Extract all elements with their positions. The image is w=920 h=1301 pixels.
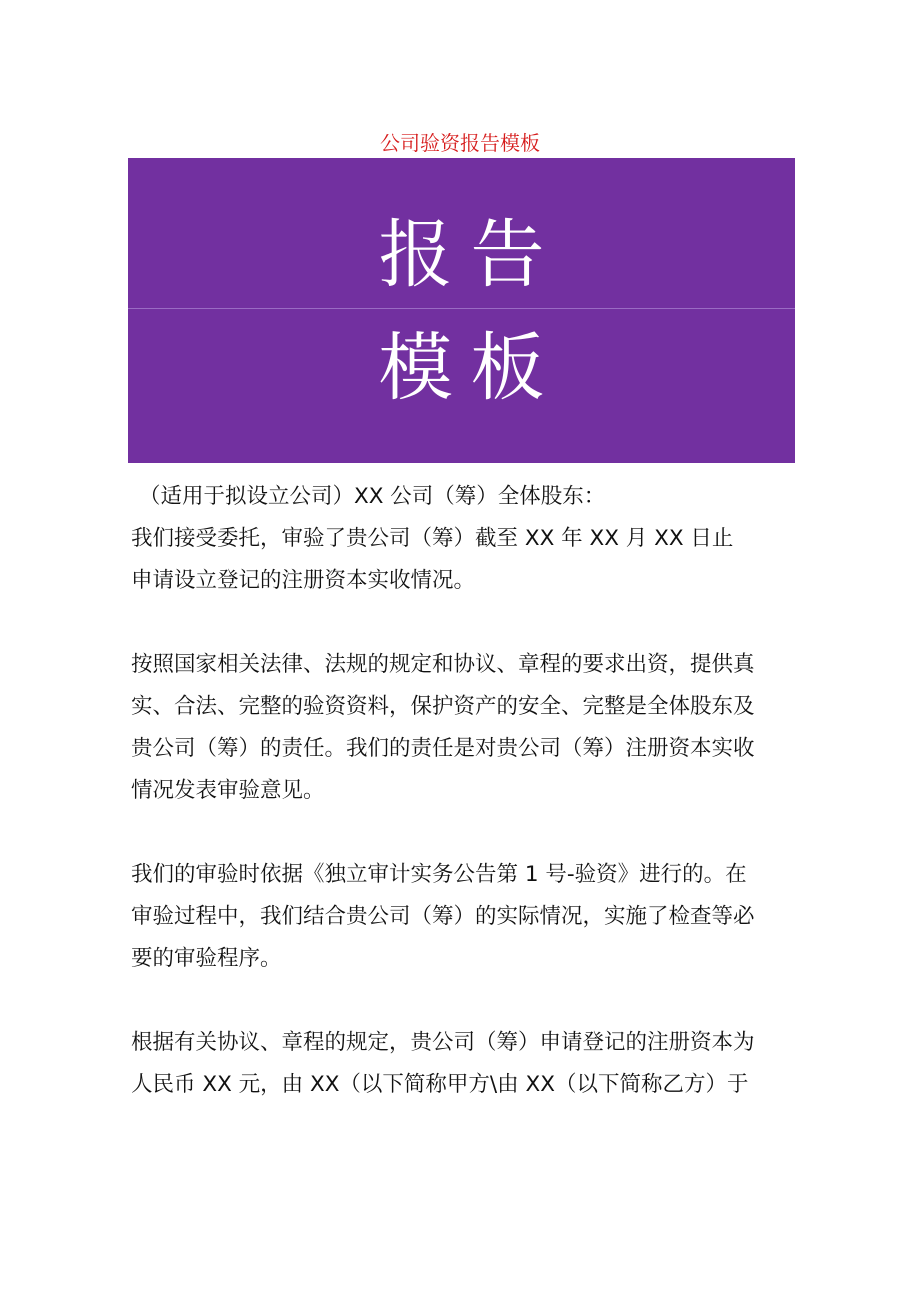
banner-line-report: 报告 [378,212,563,298]
banner-divider [128,308,795,309]
paragraph-line: 情况发表审验意见。 [131,778,325,803]
paragraph-line: 要的审验程序。 [131,946,282,971]
paragraph-line: 我们的审验时依据《独立审计实务公告第 1 号-验资》进行的。在 [131,862,747,887]
paragraph-line: 按照国家相关法律、法规的规定和协议、章程的要求出资，提供真 [131,652,755,677]
paragraph-gap [131,812,799,854]
banner-line-template: 模板 [378,325,563,411]
paragraph-line: 我们接受委托，审验了贵公司（筹）截至 XX 年 XX 月 XX 日止 [131,526,734,551]
paragraph-gap [131,980,799,1022]
salutation: （适用于拟设立公司）XX 公司（筹）全体股东： [139,484,606,509]
document-body [131,476,799,1106]
document-title: 公司验资报告模板 [380,131,540,155]
paragraph-line: 审验过程中，我们结合贵公司（筹）的实际情况，实施了检查等必 [131,904,755,929]
paragraph-line: 实、合法、完整的验资资料，保护资产的安全、完整是全体股东及 [131,694,755,719]
paragraph-line: 人民币 XX 元，由 XX（以下简称甲方\由 XX（以下简称乙方）于 [131,1072,749,1097]
cover-banner [128,158,795,463]
paragraph-gap [131,602,799,644]
paragraph-line: 贵公司（筹）的责任。我们的责任是对贵公司（筹）注册资本实收 [131,736,755,761]
paragraph-line: 申请设立登记的注册资本实收情况。 [131,568,476,593]
paragraph-line: 根据有关协议、章程的规定，贵公司（筹）申请登记的注册资本为 [131,1030,755,1055]
